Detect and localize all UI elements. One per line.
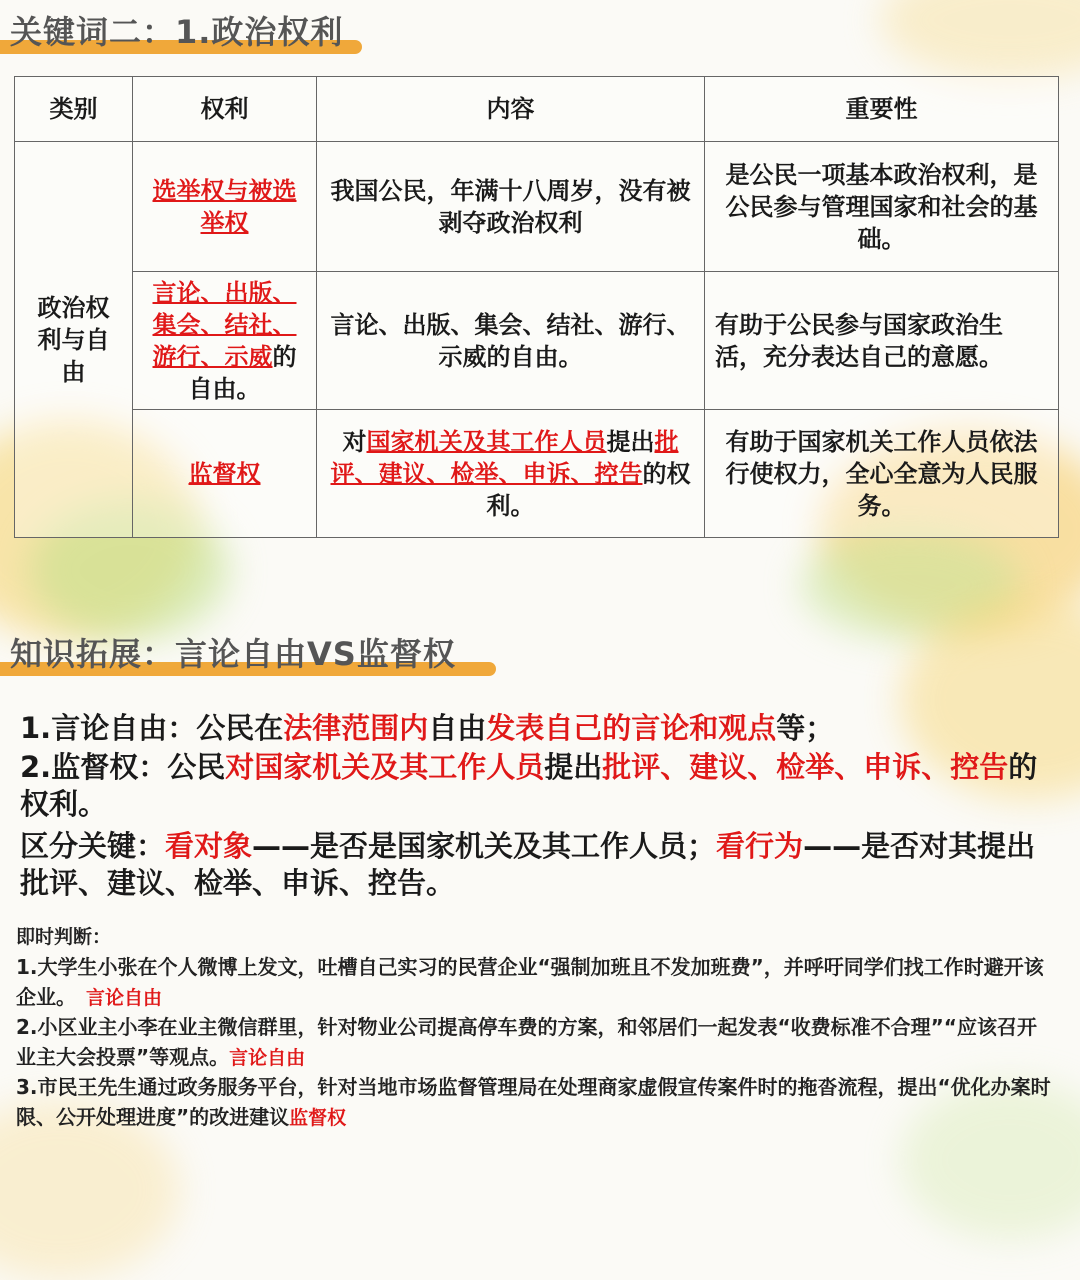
category-cell — [15, 142, 133, 538]
decor-watercolor — [880, 0, 1080, 80]
header-importance: 重要性 — [705, 77, 1059, 142]
importance-text: 有助于国家机关工作人员依法行使权力，全心全意为人民服务。 — [725, 427, 1038, 520]
judgement-answer: 言论自由 — [86, 987, 163, 1009]
judgement-heading: 即时判断： — [16, 926, 112, 948]
table-row — [15, 272, 1059, 410]
judgement-item: 2.小区业主小李在业主微信群里，针对物业公司提高停车费的方案，和邻居们一起发表“收费标准不合理”“应该召开业主大会投票”等观点。言论自由 — [16, 1015, 1037, 1069]
judgement-answer: 言论自由 — [229, 1047, 306, 1069]
header-content: 内容 — [317, 77, 705, 142]
table-header-row — [15, 77, 1059, 142]
extension-line-supervision: 2.监督权：公民对国家机关及其工作人员提出批评、建议、检举、申诉、控告的权利。 — [20, 750, 1038, 821]
content-part: 提出 — [606, 427, 655, 456]
content-cell — [317, 142, 705, 272]
importance-cell — [705, 272, 1059, 410]
judgement-answer: 监督权 — [289, 1107, 347, 1129]
importance-text: 有助于公民参与国家政治生活，充分表达自己的意愿。 — [715, 310, 1003, 371]
importance-text: 是公民一项基本政治权利，是公民参与管理国家和社会的基础。 — [725, 160, 1038, 253]
table-row — [15, 142, 1059, 272]
importance-cell — [705, 410, 1059, 538]
content-part: 的权利。 — [486, 459, 691, 520]
content-cell — [317, 272, 705, 410]
right-name: 监督权 — [188, 459, 261, 488]
header-right: 权利 — [133, 77, 317, 142]
content-part: 批评、建议、检举、申诉、控告 — [330, 427, 679, 488]
content-text: 我国公民，年满十八周岁，没有被剥夺政治权利 — [330, 176, 691, 237]
table-row — [15, 410, 1059, 538]
category-text: 政治权利与自由 — [37, 293, 110, 386]
right-cell — [133, 142, 317, 272]
right-cell — [133, 410, 317, 538]
content-cell — [317, 410, 705, 538]
header-category: 类别 — [15, 77, 133, 142]
right-cell — [133, 272, 317, 410]
section-title-extension: 知识拓展：言论自由VS监督权 — [0, 626, 456, 682]
political-rights-table — [14, 76, 1059, 538]
right-name: 选举权与被选举权 — [152, 176, 297, 237]
content-part: 国家机关及其工作人员 — [366, 427, 607, 456]
right-tail: 的自由。 — [188, 342, 297, 403]
importance-cell — [705, 142, 1059, 272]
content-text: 言论、出版、集会、结社、游行、示威的自由。 — [330, 310, 691, 371]
section-title-political-rights: 关键词二：1.政治权利 — [0, 4, 343, 60]
extension-line-key-difference: 区分关键：看对象——是否是国家机关及其工作人员；看行为——是否对其提出批评、建议、检举、申诉、控告。 — [20, 829, 1036, 900]
right-name: 言论、出版、集会、结社、游行、示威 — [152, 278, 297, 371]
content-part: 对 — [342, 427, 367, 456]
judgement-item: 3.市民王先生通过政务服务平台，针对当地市场监督管理局在处理商家虚假宣传案件时的拖沓流程，提出“优化办案时限、公开处理进度”的改进建议监督权 — [16, 1075, 1051, 1129]
extension-line-speech: 1.言论自由：公民在法律范围内自由发表自己的言论和观点等； — [20, 711, 835, 745]
judgement-item: 1.大学生小张在个人微博上发文，吐槽自己实习的民营企业“强制加班且不发加班费”，并呼吁同学们找工作时避开该企业。 言论自由 — [16, 955, 1044, 1009]
